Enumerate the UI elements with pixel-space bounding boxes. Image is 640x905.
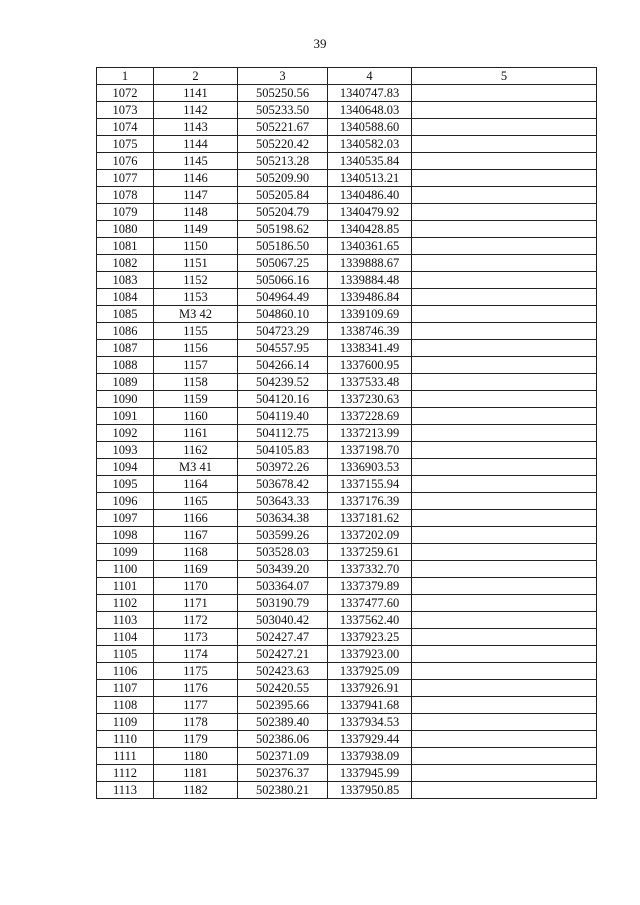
x-coordinate-cell: 504105.83	[238, 442, 328, 459]
x-coordinate-cell: 503040.42	[238, 612, 328, 629]
row-number-cell: 1107	[97, 680, 154, 697]
y-coordinate-cell: 1337379.89	[328, 578, 412, 595]
x-coordinate-cell: 504239.52	[238, 374, 328, 391]
column-header-2: 2	[154, 68, 238, 85]
table-row	[97, 493, 597, 510]
note-cell	[412, 561, 597, 578]
point-id-cell: 1168	[154, 544, 238, 561]
x-coordinate-cell: 504119.40	[238, 408, 328, 425]
point-id-cell: 1158	[154, 374, 238, 391]
table-row	[97, 85, 597, 102]
row-number-cell: 1108	[97, 697, 154, 714]
y-coordinate-cell: 1337925.09	[328, 663, 412, 680]
note-cell	[412, 493, 597, 510]
page-number: 39	[313, 36, 327, 51]
row-number-cell: 1085	[97, 306, 154, 323]
point-id-cell: 1181	[154, 765, 238, 782]
note-cell	[412, 612, 597, 629]
x-coordinate-cell: 503678.42	[238, 476, 328, 493]
note-cell	[412, 221, 597, 238]
row-number-cell: 1101	[97, 578, 154, 595]
table-row	[97, 748, 597, 765]
x-coordinate-cell: 502386.06	[238, 731, 328, 748]
y-coordinate-cell: 1337155.94	[328, 476, 412, 493]
point-id-cell: 1176	[154, 680, 238, 697]
table-row	[97, 136, 597, 153]
note-cell	[412, 136, 597, 153]
x-coordinate-cell: 505220.42	[238, 136, 328, 153]
y-coordinate-cell: 1337941.68	[328, 697, 412, 714]
row-number-cell: 1090	[97, 391, 154, 408]
table-row	[97, 731, 597, 748]
table-row	[97, 527, 597, 544]
x-coordinate-cell: 505186.50	[238, 238, 328, 255]
y-coordinate-cell: 1339486.84	[328, 289, 412, 306]
note-cell	[412, 391, 597, 408]
x-coordinate-cell: 502371.09	[238, 748, 328, 765]
point-id-cell: 1151	[154, 255, 238, 272]
note-cell	[412, 680, 597, 697]
y-coordinate-cell: 1339888.67	[328, 255, 412, 272]
row-number-cell: 1097	[97, 510, 154, 527]
y-coordinate-cell: 1340588.60	[328, 119, 412, 136]
table-row	[97, 221, 597, 238]
y-coordinate-cell: 1340747.83	[328, 85, 412, 102]
note-cell	[412, 731, 597, 748]
x-coordinate-cell: 502380.21	[238, 782, 328, 799]
y-coordinate-cell: 1337945.99	[328, 765, 412, 782]
note-cell	[412, 697, 597, 714]
y-coordinate-cell: 1337926.91	[328, 680, 412, 697]
note-cell	[412, 442, 597, 459]
column-header-5: 5	[412, 68, 597, 85]
table-row	[97, 408, 597, 425]
y-coordinate-cell: 1337934.53	[328, 714, 412, 731]
table-row	[97, 374, 597, 391]
x-coordinate-cell: 503634.38	[238, 510, 328, 527]
point-id-cell: 1166	[154, 510, 238, 527]
note-cell	[412, 459, 597, 476]
x-coordinate-cell: 502420.55	[238, 680, 328, 697]
row-number-cell: 1094	[97, 459, 154, 476]
table-row	[97, 561, 597, 578]
row-number-cell: 1111	[97, 748, 154, 765]
point-id-cell: 1150	[154, 238, 238, 255]
y-coordinate-cell: 1336903.53	[328, 459, 412, 476]
y-coordinate-cell: 1337600.95	[328, 357, 412, 374]
point-id-cell: 1174	[154, 646, 238, 663]
x-coordinate-cell: 505221.67	[238, 119, 328, 136]
column-header-3: 3	[238, 68, 328, 85]
x-coordinate-cell: 502395.66	[238, 697, 328, 714]
table-row	[97, 153, 597, 170]
note-cell	[412, 85, 597, 102]
row-number-cell: 1102	[97, 595, 154, 612]
row-number-cell: 1095	[97, 476, 154, 493]
note-cell	[412, 544, 597, 561]
table-row	[97, 255, 597, 272]
point-id-cell: 1145	[154, 153, 238, 170]
row-number-cell: 1086	[97, 323, 154, 340]
point-id-cell: 1147	[154, 187, 238, 204]
x-coordinate-cell: 504112.75	[238, 425, 328, 442]
y-coordinate-cell: 1337533.48	[328, 374, 412, 391]
x-coordinate-cell: 504120.16	[238, 391, 328, 408]
row-number-cell: 1091	[97, 408, 154, 425]
note-cell	[412, 527, 597, 544]
point-id-cell: 1177	[154, 697, 238, 714]
note-cell	[412, 765, 597, 782]
x-coordinate-cell: 503972.26	[238, 459, 328, 476]
note-cell	[412, 187, 597, 204]
x-coordinate-cell: 504723.29	[238, 323, 328, 340]
row-number-cell: 1096	[97, 493, 154, 510]
row-number-cell: 1078	[97, 187, 154, 204]
table-row	[97, 323, 597, 340]
row-number-cell: 1073	[97, 102, 154, 119]
y-coordinate-cell: 1338746.39	[328, 323, 412, 340]
table-row	[97, 357, 597, 374]
point-id-cell: 1148	[154, 204, 238, 221]
point-id-cell: 1178	[154, 714, 238, 731]
row-number-cell: 1106	[97, 663, 154, 680]
point-id-cell: 1156	[154, 340, 238, 357]
table-body	[97, 85, 597, 799]
x-coordinate-cell: 505233.50	[238, 102, 328, 119]
x-coordinate-cell: 505198.62	[238, 221, 328, 238]
x-coordinate-cell: 502427.21	[238, 646, 328, 663]
row-number-cell: 1077	[97, 170, 154, 187]
table-row	[97, 170, 597, 187]
row-number-cell: 1075	[97, 136, 154, 153]
row-number-cell: 1113	[97, 782, 154, 799]
row-number-cell: 1092	[97, 425, 154, 442]
note-cell	[412, 714, 597, 731]
note-cell	[412, 323, 597, 340]
point-id-cell: 1155	[154, 323, 238, 340]
point-id-cell: 1173	[154, 629, 238, 646]
row-number-cell: 1087	[97, 340, 154, 357]
y-coordinate-cell: 1337950.85	[328, 782, 412, 799]
point-id-cell: 1159	[154, 391, 238, 408]
note-cell	[412, 289, 597, 306]
y-coordinate-cell: 1337213.99	[328, 425, 412, 442]
point-id-cell: 1179	[154, 731, 238, 748]
point-id-cell: 1153	[154, 289, 238, 306]
y-coordinate-cell: 1337477.60	[328, 595, 412, 612]
y-coordinate-cell: 1337923.00	[328, 646, 412, 663]
point-id-cell: 1160	[154, 408, 238, 425]
row-number-cell: 1105	[97, 646, 154, 663]
point-id-cell: 1161	[154, 425, 238, 442]
point-id-cell: 1152	[154, 272, 238, 289]
note-cell	[412, 255, 597, 272]
point-id-cell: 1142	[154, 102, 238, 119]
y-coordinate-cell: 1339884.48	[328, 272, 412, 289]
note-cell	[412, 408, 597, 425]
y-coordinate-cell: 1340513.21	[328, 170, 412, 187]
y-coordinate-cell: 1340361.65	[328, 238, 412, 255]
point-id-cell: 1175	[154, 663, 238, 680]
table-row	[97, 510, 597, 527]
table-row	[97, 765, 597, 782]
table-row	[97, 595, 597, 612]
table-row	[97, 459, 597, 476]
row-number-cell: 1089	[97, 374, 154, 391]
note-cell	[412, 238, 597, 255]
table-row	[97, 544, 597, 561]
x-coordinate-cell: 505250.56	[238, 85, 328, 102]
row-number-cell: 1072	[97, 85, 154, 102]
y-coordinate-cell: 1337198.70	[328, 442, 412, 459]
y-coordinate-cell: 1340486.40	[328, 187, 412, 204]
note-cell	[412, 153, 597, 170]
y-coordinate-cell: 1340535.84	[328, 153, 412, 170]
point-id-cell: МЗ 42	[154, 306, 238, 323]
row-number-cell: 1080	[97, 221, 154, 238]
note-cell	[412, 340, 597, 357]
table-row	[97, 425, 597, 442]
note-cell	[412, 306, 597, 323]
table-row	[97, 646, 597, 663]
point-id-cell: 1143	[154, 119, 238, 136]
point-id-cell: 1167	[154, 527, 238, 544]
y-coordinate-cell: 1340648.03	[328, 102, 412, 119]
table-row	[97, 272, 597, 289]
point-id-cell: 1170	[154, 578, 238, 595]
x-coordinate-cell: 504557.95	[238, 340, 328, 357]
table-row	[97, 102, 597, 119]
x-coordinate-cell: 505204.79	[238, 204, 328, 221]
point-id-cell: 1164	[154, 476, 238, 493]
row-number-cell: 1088	[97, 357, 154, 374]
y-coordinate-cell: 1337562.40	[328, 612, 412, 629]
point-id-cell: 1172	[154, 612, 238, 629]
x-coordinate-cell: 505067.25	[238, 255, 328, 272]
y-coordinate-cell: 1337181.62	[328, 510, 412, 527]
x-coordinate-cell: 503364.07	[238, 578, 328, 595]
column-header-4: 4	[328, 68, 412, 85]
row-number-cell: 1079	[97, 204, 154, 221]
note-cell	[412, 170, 597, 187]
x-coordinate-cell: 504266.14	[238, 357, 328, 374]
table-row	[97, 697, 597, 714]
y-coordinate-cell: 1340428.85	[328, 221, 412, 238]
row-number-cell: 1110	[97, 731, 154, 748]
x-coordinate-cell: 503599.26	[238, 527, 328, 544]
x-coordinate-cell: 502389.40	[238, 714, 328, 731]
x-coordinate-cell: 505205.84	[238, 187, 328, 204]
y-coordinate-cell: 1337938.09	[328, 748, 412, 765]
row-number-cell: 1093	[97, 442, 154, 459]
row-number-cell: 1109	[97, 714, 154, 731]
table-row	[97, 391, 597, 408]
y-coordinate-cell: 1339109.69	[328, 306, 412, 323]
table-header-row	[97, 68, 597, 85]
table-row	[97, 714, 597, 731]
row-number-cell: 1104	[97, 629, 154, 646]
x-coordinate-cell: 502376.37	[238, 765, 328, 782]
note-cell	[412, 663, 597, 680]
row-number-cell: 1100	[97, 561, 154, 578]
note-cell	[412, 476, 597, 493]
note-cell	[412, 782, 597, 799]
row-number-cell: 1099	[97, 544, 154, 561]
row-number-cell: 1083	[97, 272, 154, 289]
x-coordinate-cell: 505213.28	[238, 153, 328, 170]
note-cell	[412, 357, 597, 374]
table-row	[97, 612, 597, 629]
table-row	[97, 289, 597, 306]
x-coordinate-cell: 504964.49	[238, 289, 328, 306]
x-coordinate-cell: 505066.16	[238, 272, 328, 289]
table-row	[97, 340, 597, 357]
y-coordinate-cell: 1338341.49	[328, 340, 412, 357]
note-cell	[412, 578, 597, 595]
y-coordinate-cell: 1337202.09	[328, 527, 412, 544]
point-id-cell: 1157	[154, 357, 238, 374]
point-id-cell: МЗ 41	[154, 459, 238, 476]
point-id-cell: 1182	[154, 782, 238, 799]
x-coordinate-cell: 502427.47	[238, 629, 328, 646]
note-cell	[412, 629, 597, 646]
note-cell	[412, 374, 597, 391]
x-coordinate-cell: 504860.10	[238, 306, 328, 323]
row-number-cell: 1076	[97, 153, 154, 170]
x-coordinate-cell: 503190.79	[238, 595, 328, 612]
point-id-cell: 1165	[154, 493, 238, 510]
row-number-cell: 1084	[97, 289, 154, 306]
note-cell	[412, 510, 597, 527]
point-id-cell: 1171	[154, 595, 238, 612]
y-coordinate-cell: 1337332.70	[328, 561, 412, 578]
y-coordinate-cell: 1340582.03	[328, 136, 412, 153]
y-coordinate-cell: 1337176.39	[328, 493, 412, 510]
table-row	[97, 204, 597, 221]
table-row	[97, 187, 597, 204]
row-number-cell: 1081	[97, 238, 154, 255]
table-row	[97, 782, 597, 799]
y-coordinate-cell: 1337923.25	[328, 629, 412, 646]
row-number-cell: 1098	[97, 527, 154, 544]
note-cell	[412, 119, 597, 136]
point-id-cell: 1141	[154, 85, 238, 102]
y-coordinate-cell: 1337230.63	[328, 391, 412, 408]
table-row	[97, 119, 597, 136]
point-id-cell: 1180	[154, 748, 238, 765]
point-id-cell: 1162	[154, 442, 238, 459]
note-cell	[412, 204, 597, 221]
y-coordinate-cell: 1337228.69	[328, 408, 412, 425]
x-coordinate-cell: 503643.33	[238, 493, 328, 510]
x-coordinate-cell: 503528.03	[238, 544, 328, 561]
note-cell	[412, 272, 597, 289]
note-cell	[412, 102, 597, 119]
y-coordinate-cell: 1340479.92	[328, 204, 412, 221]
table-row	[97, 442, 597, 459]
y-coordinate-cell: 1337929.44	[328, 731, 412, 748]
note-cell	[412, 646, 597, 663]
table-row	[97, 578, 597, 595]
row-number-cell: 1112	[97, 765, 154, 782]
row-number-cell: 1074	[97, 119, 154, 136]
x-coordinate-cell: 502423.63	[238, 663, 328, 680]
y-coordinate-cell: 1337259.61	[328, 544, 412, 561]
note-cell	[412, 748, 597, 765]
point-id-cell: 1144	[154, 136, 238, 153]
table-row	[97, 306, 597, 323]
point-id-cell: 1169	[154, 561, 238, 578]
row-number-cell: 1103	[97, 612, 154, 629]
table-row	[97, 663, 597, 680]
coordinates-table	[96, 67, 597, 799]
note-cell	[412, 425, 597, 442]
x-coordinate-cell: 505209.90	[238, 170, 328, 187]
point-id-cell: 1146	[154, 170, 238, 187]
table-row	[97, 680, 597, 697]
x-coordinate-cell: 503439.20	[238, 561, 328, 578]
note-cell	[412, 595, 597, 612]
table-row	[97, 476, 597, 493]
point-id-cell: 1149	[154, 221, 238, 238]
table-row	[97, 629, 597, 646]
column-header-1: 1	[97, 68, 154, 85]
row-number-cell: 1082	[97, 255, 154, 272]
table-row	[97, 238, 597, 255]
